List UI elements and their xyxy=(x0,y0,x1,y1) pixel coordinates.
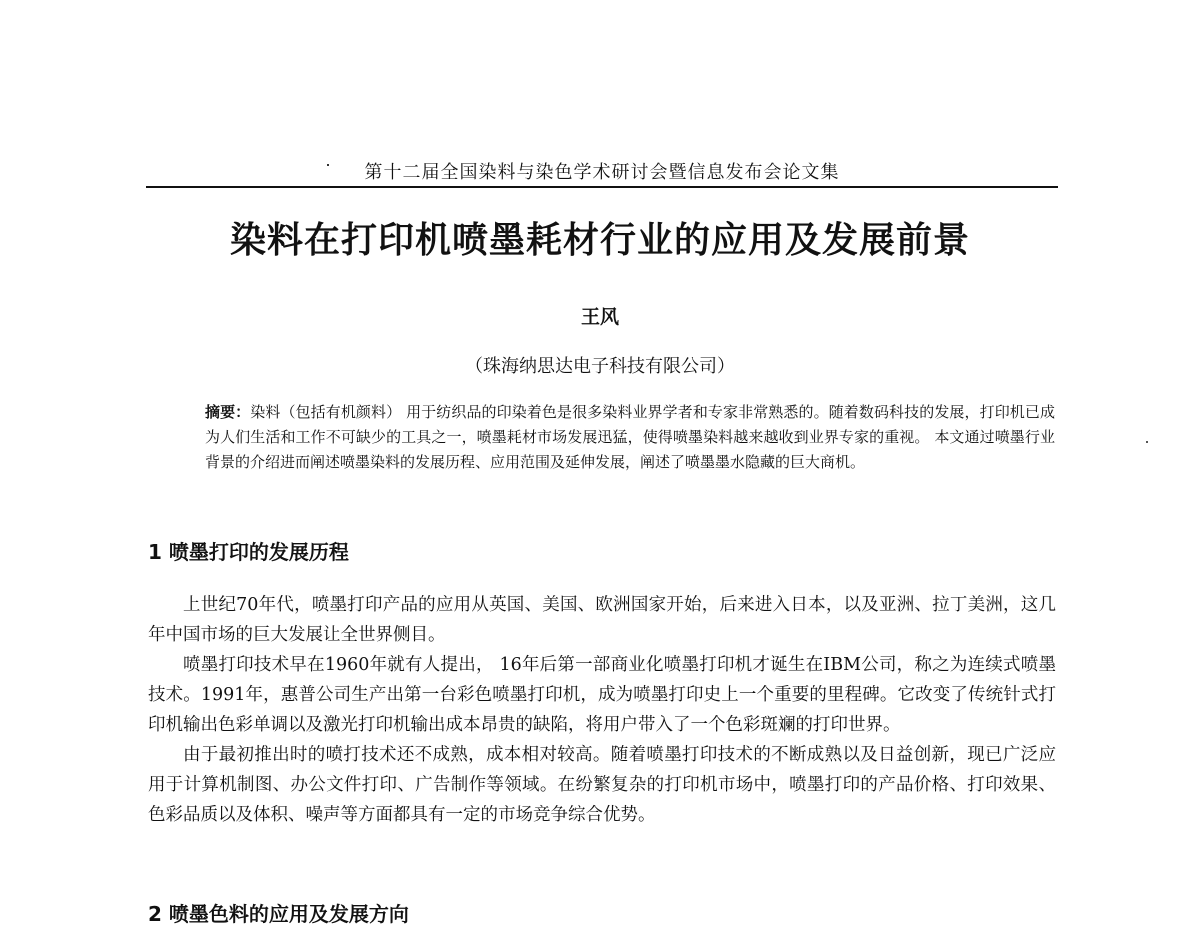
paragraph: 喷墨打印技术早在1960年就有人提出， 16年后第一部商业化喷墨打印机才诞生在IBM公司，称之为连续式喷墨技术。1991年，惠普公司生产出第一台彩色喷墨打印机，成为喷墨打印史上一个重要的里程碑。它改变了传统针式打印机输出色彩单调以及激光打印机输出成本昂贵的缺陷，将用户带入了一个色彩斑斓的打印世界。 xyxy=(148,655,1056,735)
abstract-text: 染料（包括有机颜料） 用于纺织品的印染着色是很多染料业界学者和专家非常熟悉的。随着数码科技的发展，打印机已成为人们生活和工作不可缺少的工具之一，喷墨耗材市场发展迅猛，使得喷墨染料越来越收到业界专家的重视。 本文通过喷墨行业背景的介绍进而阐述喷墨染料的发展历程、应用范围及延伸发展，阐述了喷墨墨水隐藏的巨大商机。 xyxy=(205,403,1055,471)
abstract xyxy=(205,400,1055,475)
author-name: 王风 xyxy=(580,306,619,328)
running-header: 第十二届全国染料与染色学术研讨会暨信息发布会论文集 xyxy=(364,162,840,183)
abstract-label: 摘要： xyxy=(205,403,251,421)
header-rule xyxy=(146,186,1058,188)
section-heading-2: 2 喷墨色料的应用及发展方向 xyxy=(148,902,409,926)
section-heading-1: 1 喷墨打印的发展历程 xyxy=(148,540,349,564)
author-affiliation: （珠海纳思达电子科技有限公司） xyxy=(465,356,735,377)
paragraph: 上世纪70年代，喷墨打印产品的应用从英国、美国、欧洲国家开始，后来进入日本，以及亚洲、拉丁美洲，这几年中国市场的巨大发展让全世界侧目。 xyxy=(148,595,1056,645)
paragraph: 由于最初推出时的喷打技术还不成熟，成本相对较高。随着喷墨打印技术的不断成熟以及日益创新，现已广泛应用于计算机制图、办公文件打印、广告制作等领域。在纷繁复杂的打印机市场中，喷墨打印的产品价格、打印效果、色彩品质以及体积、噪声等方面都具有一定的市场竞争综合优势。 xyxy=(148,745,1056,825)
scan-speck xyxy=(1146,441,1148,443)
section-1-body xyxy=(148,590,1056,830)
paper-title: 染料在打印机喷墨耗材行业的应用及发展前景 xyxy=(229,220,970,261)
